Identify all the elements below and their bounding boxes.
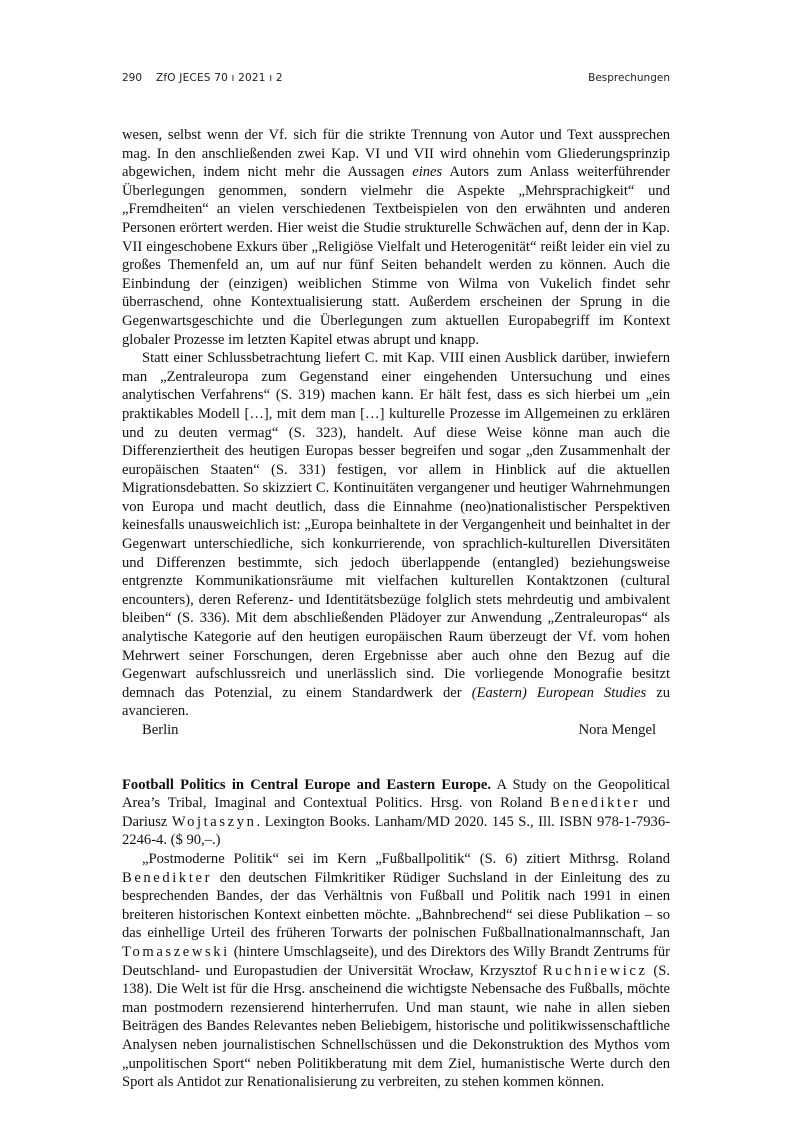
- text-run: „Postmoderne Politik“ sei im Kern „Fußballpolitik“ (S. 6) zitiert Mithrsg. Roland: [142, 850, 670, 867]
- review1-paragraph-2: [122, 349, 670, 721]
- text-run: den deutschen Filmkritiker Rüdiger Suchsland in der Einleitung des zu besprechenden Bandes, der das Verhältnis von Fußball und Politik nach 1991 in einen breiteren historischen Kontext einbetten möchte. „Bahnbrechend“ sei diese Publikation – so das einhellige Urteil des früheren Torwarts der polnischen Fußballnationalmannschaft, Jan: [122, 869, 670, 942]
- review2-title: Football Politics in Central Europe and Eastern Europe.: [122, 776, 492, 793]
- italic-run: (Eastern) European Studies: [471, 684, 647, 701]
- text-run: Autors zum Anlass weiterführender Überlegungen genommen, sondern vielmehr die Aspekte „Mehrsprachigkeit“ und „Fremdheiten“ an vielen verschiedenen Textbeispielen von den erwähnten und anderen Personen erörtert werden. Hier weist die Studie strukturelle Schwächen auf, denn der in Kap. VII eingeschobene Exkurs über „Religiöse Vielfalt und Heterogenität“ reißt leider ein viel zu großes Themenfeld an, um auf nur fünf Seiten behandelt werden zu können. Auch die Einbindung der (einzigen) weiblichen Stimme von Wilma von Vukelich findet sehr überraschend, ohne Kontextualisierung statt. Außerdem erscheinen der Sprung in die Gegenwartsgeschichte und die Überlegungen zum aktuellen Europabegriff im Kontext globaler Prozesse im letzten Kapitel etwas abrupt und knapp.: [122, 164, 671, 348]
- body-text: [122, 126, 670, 1092]
- person-name: Tomaszewski: [122, 943, 230, 960]
- running-head: [122, 72, 670, 92]
- section-name: Besprechungen: [588, 72, 670, 84]
- review1-signature: [122, 721, 670, 740]
- text-run: (hintere Umschlagseite), und des Direktors des Willy Brandt Zentrums für Deutschland- und Europastudien der Universität Wrocław, Krzysztof: [122, 943, 670, 979]
- review2-paragraph-1: [122, 850, 670, 1092]
- text-run: (S. 138). Die Welt ist für die Hrsg. anscheinend die wichtigste Nebensache des Fußballs, möchte man postmodern rezensierend hinterherrufen. Und man staunt, wie nahe in allen sieben Beiträgen des Bandes Relevantes neben Beliebigem, historische und politikwissenschaftliche Analysen neben journalistischen Schnellschüssen und die Dekonstruktion des Mythos vom „unpolitischen Sport“ neben Politikberatung mit dem Ziel, humanistische Werte durch den Sport als Antidot zur Renationalisierung zu verbreiten, zu stehen kommen können.: [122, 962, 670, 1091]
- review1-paragraph-1: [122, 126, 670, 349]
- person-name: Ruchniewicz: [542, 962, 648, 979]
- text-run: Statt einer Schlussbetrachtung liefert C. mit Kap. VIII einen Ausblick darüber, inwiefern man „Zentraleuropa zum Gegenstand einer eingehenden Untersuchung und eines analytischen Verfahrens“ (S. 319) machen kann. Er hält fest, dass es sich hierbei um „ein praktikables Modell […], mit dem man […] kulturelle Prozesse im Allgemeinen zu erklären und zu deuten vermag“ (S. 323), handelt. Auf diese Weise könne man auch die Differenziertheit des heutigen Europas besser begreifen und sogar „den Zusammenhalt der europäischen Staaten“ (S. 331) festigen, vor allem in Hinblick auf die aktuellen Migrationsdebatten. So skizziert C. Kontinuitäten vergangener und heutiger Wahrnehmungen von Europa und macht deutlich, dass die Einnahme (neo)nationalistischer Perspektiven keinesfalls unausweichlich ist: „Europa beinhaltete in der Vergangenheit und beinhaltet in der Gegenwart unterschiedliche, sich konkurrierende, von sprachlich-kulturellen Diversitäten und Differenzen bestimmte, sich jedoch überlappende (entangled) beziehungsweise entgrenzte Kommunikationsräume mit vielfachen kulturellen Kontaktzonen (cultural encounters), deren Referenz- und Identitätsbezüge folglich stets mehrdeutig und ambivalent bleiben“ (S. 336). Mit dem abschließenden Plädoyer zur Anwendung „Zentraleuropas“ als analytische Kategorie auf den heutigen europäischen Raum überzeugt der Vf. vom hohen Mehrwert seiner Forschungen, deren Ergebnisse aber auch ohne den Bezug auf die Gegenwart aufschlussreich und unerlässlich sind. Die vorliegende Monografie besitzt demnach das Potenzial, zu einem Standardwerk der: [122, 350, 670, 701]
- text-run: und Dariusz: [122, 795, 670, 830]
- text-run: A Study on the Geopolitical Area’s Tribal, Imaginal and Contextual Politics. Hrsg. von Roland: [122, 776, 670, 812]
- signature-place: Berlin: [142, 722, 179, 738]
- page-number: 290: [122, 72, 143, 84]
- review-separator: [122, 740, 670, 776]
- review2-bibliography: [122, 776, 670, 850]
- signature-author: Nora Mengel: [578, 722, 656, 738]
- italic-run: eines: [412, 164, 443, 181]
- editor-name: Benedikter: [550, 795, 641, 812]
- journal-name: ZfO JECES 70 ı 2021 ı 2: [156, 72, 283, 84]
- text-run: wesen, selbst wenn der Vf. sich für die strikte Trennung von Autor und Text aussprechen mag. In den anschließenden zwei Kap. VI und VII wird ohnehin vom Gliederungsprinzip abgewichen, indem nicht mehr die Aussagen: [122, 127, 670, 181]
- editor-name: Wojtaszyn: [171, 813, 257, 830]
- text-run: zu avancieren.: [122, 684, 670, 720]
- text-run: . Lexington Books. Lanham/MD 2020. 145 S., Ill. ISBN 978-1-7936-2246-4. ($ 90,–.): [122, 813, 670, 849]
- person-name: Benedikter: [122, 869, 213, 886]
